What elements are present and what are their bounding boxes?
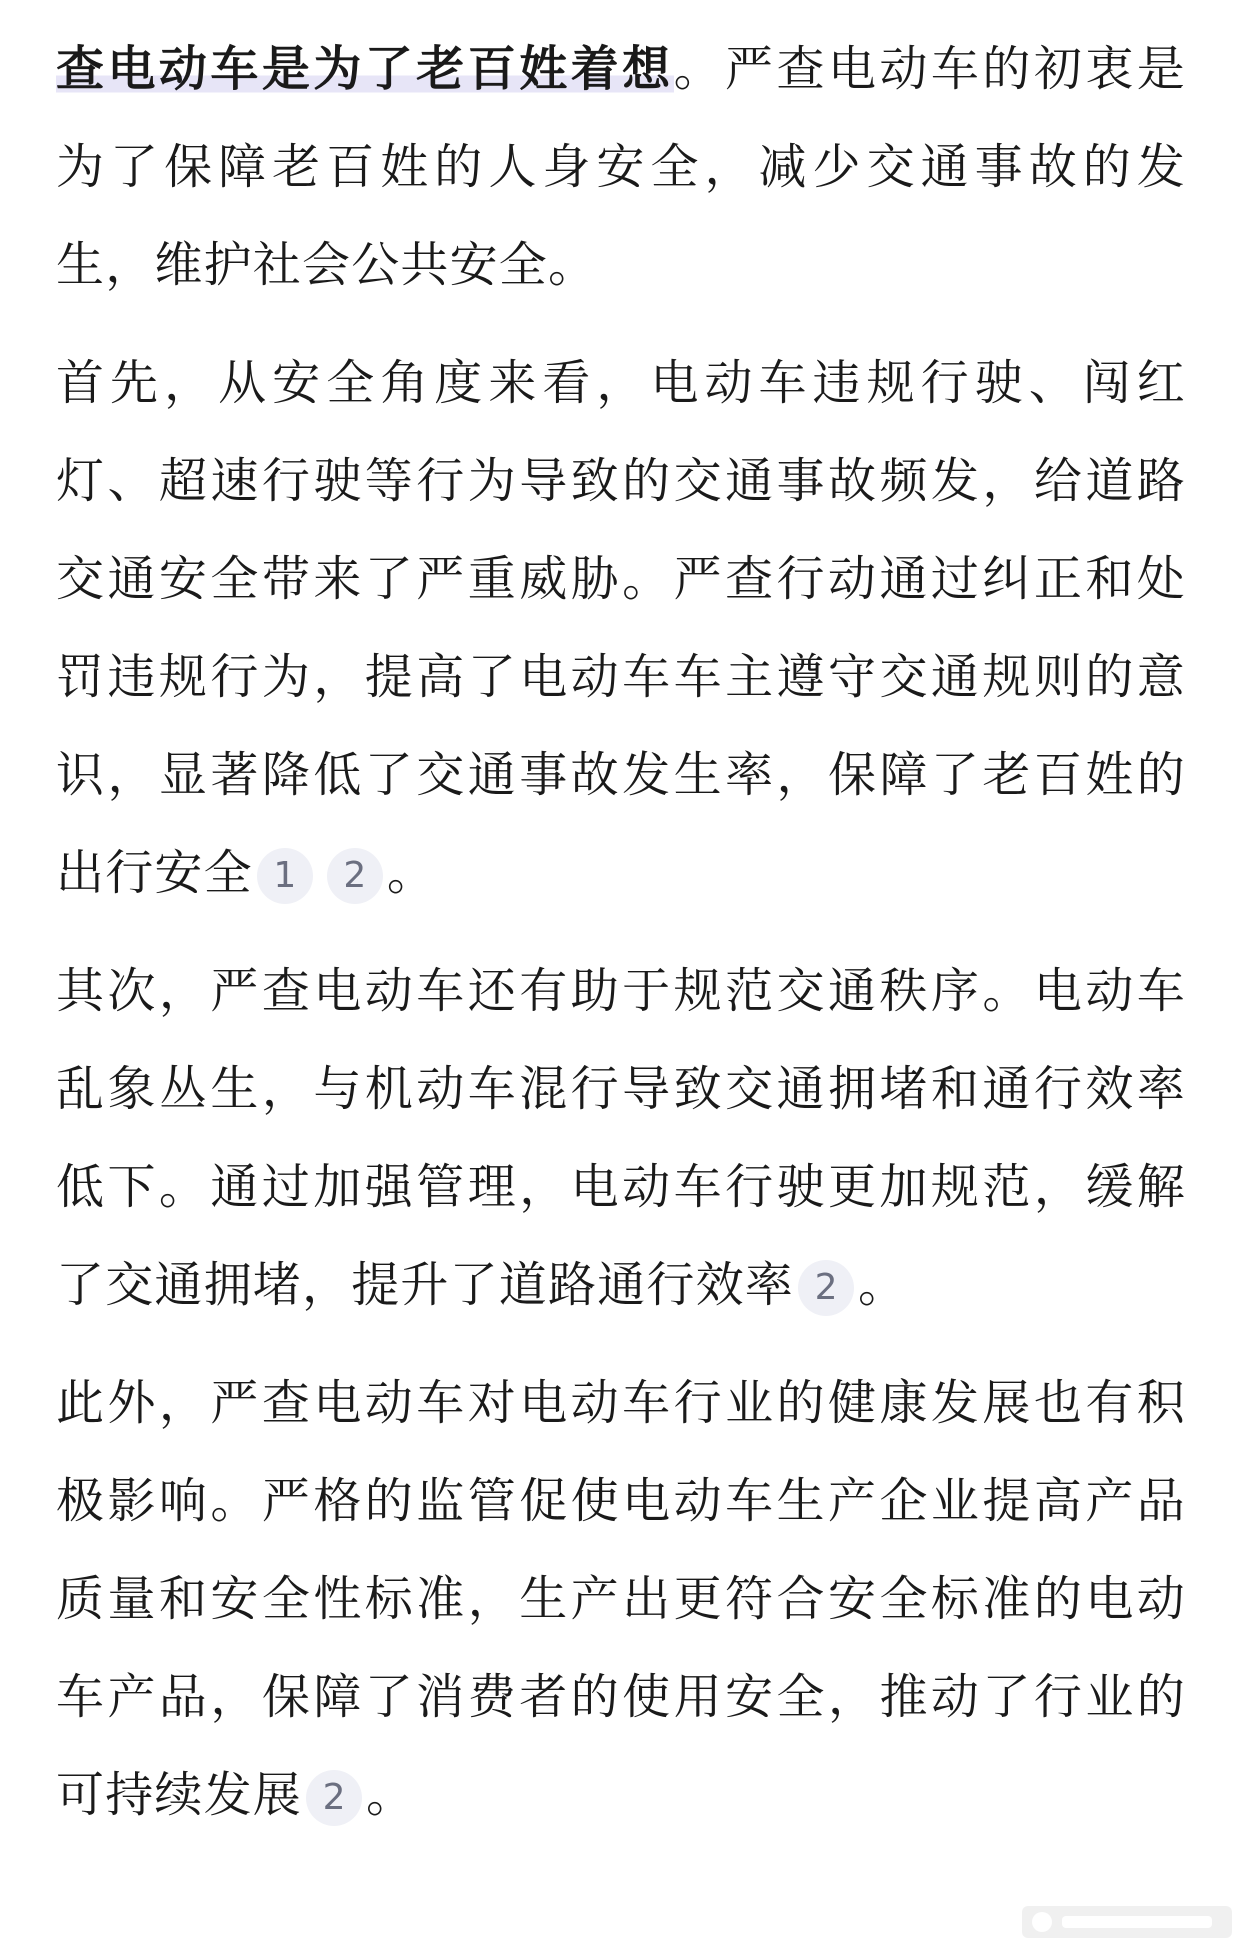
paragraph-order <box>56 942 1186 1334</box>
paragraph-safety <box>56 334 1186 922</box>
citation-badge[interactable]: 2 <box>327 848 383 904</box>
watermark-logo <box>1022 1902 1232 1942</box>
highlighted-sentence: 查电动车是为了老百姓着想 <box>56 41 674 97</box>
paragraph-text: 其次，严查电动车还有助于规范交通秩序。电动车乱象丛生，与机动车混行导致交通拥堵和通行效率低下。通过加强管理，电动车行驶更加规范，缓解了交通拥堵，提升了道路通行效率 <box>56 963 1186 1313</box>
paragraph-end-punct: 。 <box>386 845 437 901</box>
citation-badge[interactable]: 2 <box>306 1770 362 1826</box>
paragraph-industry <box>56 1354 1186 1844</box>
paragraph-end-punct: 。 <box>366 1767 416 1823</box>
paragraph-text: 此外，严查电动车对电动车行业的健康发展也有积极影响。严格的监管促使电动车生产企业提高产品质量和安全性标准，生产出更符合安全标准的电动车产品，保障了消费者的使用安全，推动了行业的可持续发展 <box>56 1375 1186 1823</box>
paragraph-text: 首先，从安全角度来看，电动车违规行驶、闯红灯、超速行驶等行为导致的交通事故频发，给道路交通安全带来了严重威胁。严查行动通过纠正和处罚违规行为，提高了电动车车主遵守交通规则的意识，显著降低了交通事故发生率，保障了老百姓的出行安全 <box>56 355 1186 901</box>
citation-badge[interactable]: 1 <box>257 848 313 904</box>
paragraph-end-punct: 。 <box>858 1257 908 1313</box>
citation-badge[interactable]: 2 <box>798 1260 854 1316</box>
paragraph-text: 。严查电动车的初衷是为了保障老百姓的人身安全，减少交通事故的发生，维护社会公共安全。 <box>56 41 1186 293</box>
paragraph-intro <box>56 20 1186 314</box>
article-body <box>56 20 1186 1864</box>
